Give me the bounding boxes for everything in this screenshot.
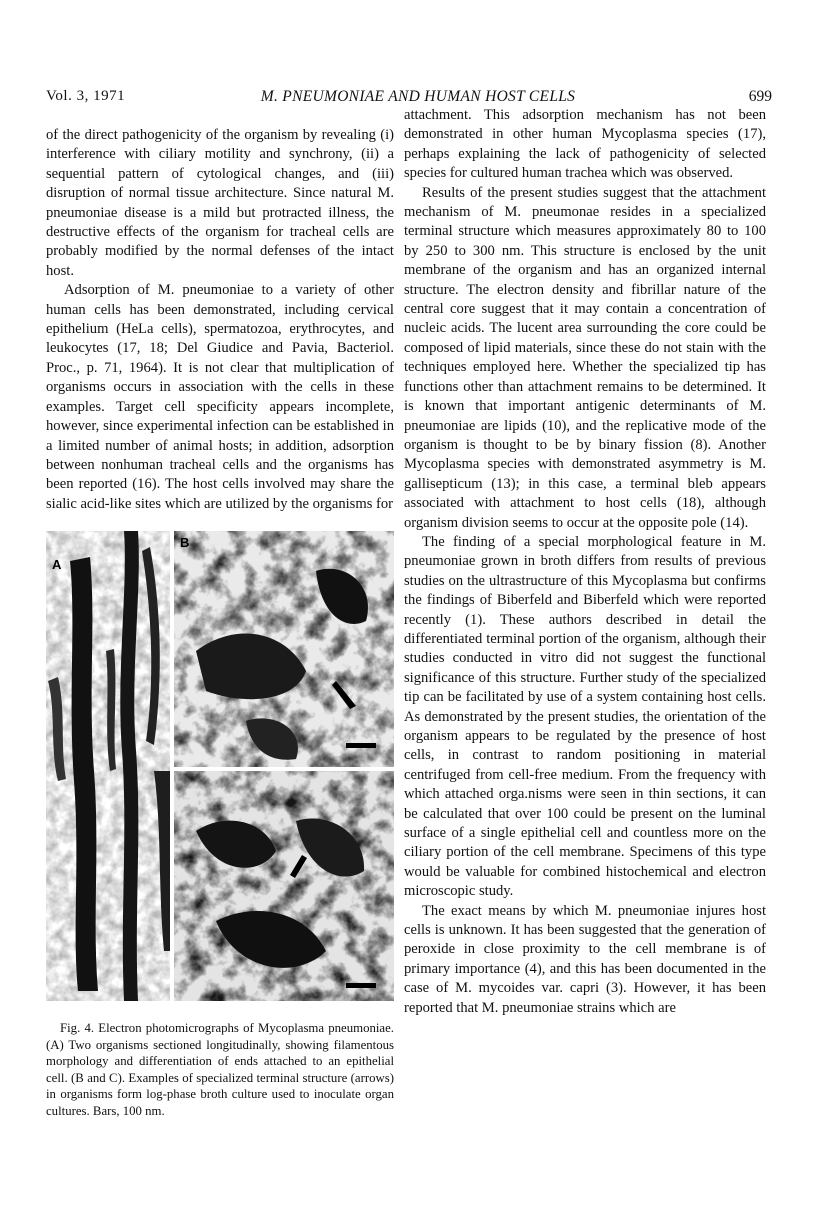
- panel-a-label: A: [52, 557, 62, 572]
- figure-caption: [46, 1020, 394, 1120]
- page-number: 699: [748, 88, 772, 105]
- micrograph-image: [46, 531, 394, 1001]
- paragraph: Results of the present studies suggest that the attachment mechanism of M. pneumonae resides in a specialized terminal structure which measures approximately 80 to 100 by 250 to 300 nm. This structure is enclosed by the unit membrane of the organism and has an organized internal structure. The electron density and fibrillar nature of the central core suggest that it may contain a concentration of nucleic acids. The lucent area surrounding the core could be composed of lipid materials, since these do not stain with the techniques employed here. Whether the specialized tip has functions other than attachment remains to be determined. It is known that important antigenic determinants of M. pneumoniae are lipids (10), and the replicative mode of the organism is thought to be by binary fission (8). Another Mycoplasma species with demonstrated asymmetry is M. gallisepticum (13); in this case, a terminal bleb appears associated with attachment to host cells (18), although organism division seems to occur at the opposite pole (14).: [404, 184, 766, 531]
- scale-bar: [346, 743, 376, 748]
- right-column: [404, 106, 766, 1018]
- scale-bar: [346, 983, 376, 988]
- figure-4-micrographs: [46, 531, 394, 1001]
- journal-volume: Vol. 3, 1971: [46, 88, 126, 104]
- panel-a: [46, 531, 170, 1001]
- running-title: M. PNEUMONIAE AND HUMAN HOST CELLS: [260, 88, 576, 105]
- paragraph: The exact means by which M. pneumoniae injures host cells is unknown. It has been suggested that the generation of peroxide in close proximity to the cell membrane is of primary importance (4), and this has been documented in the case of M. mycoides var. capri (3). However, it has been reported that M. pneumoniae strains which are: [404, 902, 766, 1016]
- panel-b-label: B: [180, 535, 190, 550]
- caption-text: Fig. 4. Electron photomicrographs of Mycoplasma pneumoniae. (A) Two organisms sectioned longitudinally, showing filamentous morphology and differentiation of ends attached to an epithelial cell. (B and C). Examples of specialized terminal structure (arrows) in organisms form log-phase broth culture used to inoculate organ cultures. Bars, 100 nm.: [46, 1021, 394, 1118]
- paragraph: of the direct pathogenicity of the organism by revealing (i) interference with ciliary motility and synchrony, (ii) a sequential pattern of cytological changes, and (iii) disruption of normal tissue architecture. Since natural M. pneumoniae disease is a mild but protracted illness, the destructive effects of the organism for tracheal cells are probably modified by the normal defenses of the intact host.: [46, 127, 394, 279]
- left-column: [46, 126, 394, 514]
- panel-c: [174, 771, 394, 1001]
- panel-b: [174, 531, 394, 767]
- paragraph: Adsorption of M. pneumoniae to a variety of other human cells has been demonstrated, including cervical epithelium (HeLa cells), spermatozoa, erythrocytes, and leukocytes (17, 18; Del Giudice and Pavia, Bacteriol. Proc., p. 71, 1964). It is not clear that multiplication of organisms occurs in association with the cells in these examples. Target cell specificity appears incomplete, however, since experimental infection can be established in a limited number of animal hosts; in addition, adsorption between nonhuman tracheal cells and the organisms has been reported (16). The host cells involved may share the sialic acid-like sites which are utilized by the organisms for: [46, 282, 394, 512]
- paragraph: attachment. This adsorption mechanism has not been demonstrated in other human Mycoplasma species (17), perhaps explaining the lack of pathogenicity of selected species for cultured human trachea which was observed.: [404, 107, 766, 182]
- paragraph: The finding of a special morphological feature in M. pneumoniae grown in broth differs from results of previous studies on the ultrastructure of this Mycoplasma but confirms the findings of Biberfeld and Biberfeld which were reported recently (1). These authors described in detail the differentiated terminal portion of the organism, although their studies conducted in vitro did not suggest the functional significance of this structure. Further study of the specialized tip can be facilitated by use of a system containing host cells. As demonstrated by the present studies, the orientation of the organism appears to be regulated by the presence of host cells, in contrast to random positioning in material centrifuged from cell-free medium. From the frequency with which attached orga.nisms were seen in thin sections, it can be calculated that over 100 could be present on the luminal surface of a single epithelial cell and countless more on the ciliary portion of the cell membrane. Specimens of this type would be valuable for combined histochemical and electron microscopic study.: [404, 533, 766, 900]
